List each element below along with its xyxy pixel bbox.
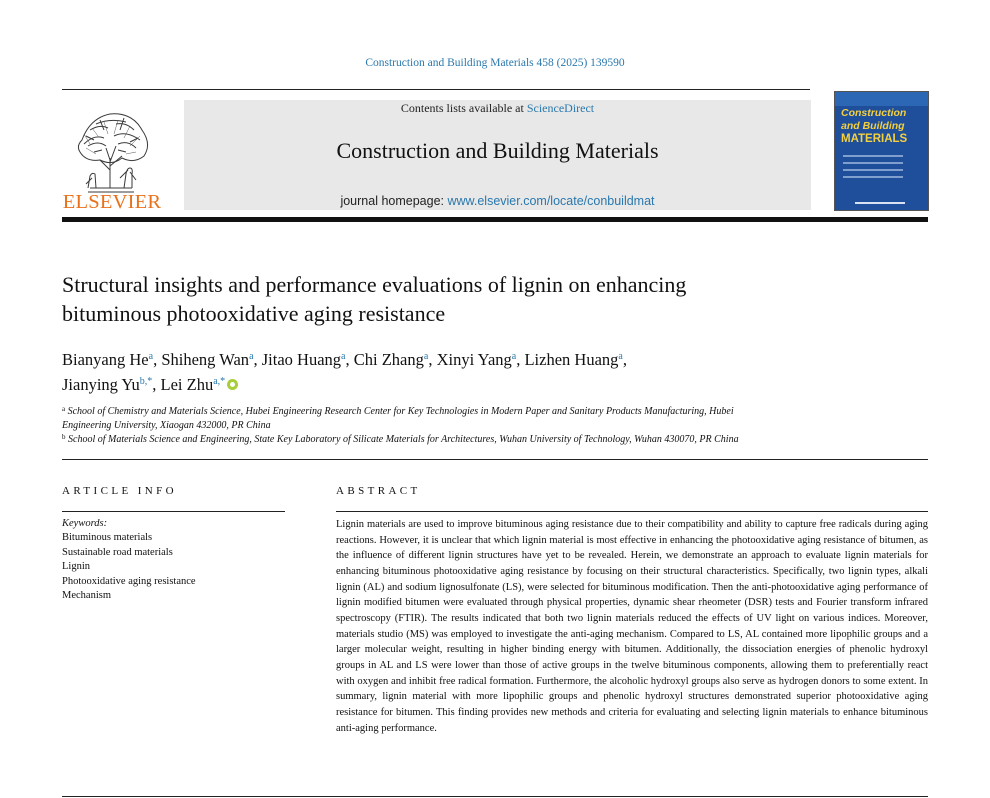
- homepage-prefix: journal homepage:: [340, 194, 448, 208]
- keyword-item[interactable]: Sustainable road materials: [62, 546, 173, 558]
- author-separator: ,: [153, 350, 162, 369]
- author-affil-mark[interactable]: a,*: [213, 376, 226, 387]
- header-divider: [62, 89, 810, 90]
- author-line-2: [62, 371, 882, 396]
- author-name[interactable]: Lei Zhu: [160, 375, 214, 394]
- author-name[interactable]: Chi Zhang: [353, 350, 424, 369]
- author-affil-mark[interactable]: a: [423, 351, 429, 362]
- contents-prefix: Contents lists available at: [400, 101, 527, 115]
- article-title-line2: bituminous photooxidative aging resistance: [62, 301, 446, 326]
- author-name[interactable]: Jianying Yu: [62, 375, 140, 394]
- journal-title: Construction and Building Materials: [336, 138, 659, 163]
- journal-citation[interactable]: Construction and Building Materials 458 (2025) 139590: [365, 57, 625, 69]
- journal-homepage-link[interactable]: www.elsevier.com/locate/conbuildmat: [447, 194, 655, 208]
- author-name[interactable]: Lizhen Huang: [524, 350, 619, 369]
- affiliation-b: [62, 430, 822, 447]
- author-separator: ,: [428, 350, 437, 369]
- article-info-heading: ARTICLE INFO: [62, 485, 177, 497]
- author-separator: ,: [622, 350, 627, 369]
- cover-footer-line: [855, 202, 905, 204]
- author-name[interactable]: Xinyi Yang: [436, 350, 512, 369]
- keyword-item[interactable]: Lignin: [62, 561, 90, 573]
- abstract-rule: [336, 511, 928, 512]
- author-affil-mark[interactable]: a: [148, 351, 154, 362]
- keywords-block: [62, 517, 285, 603]
- cover-title: [841, 107, 927, 146]
- cover-title-line1: Construction: [841, 107, 907, 119]
- elsevier-wordmark[interactable]: ELSEVIER: [62, 191, 162, 213]
- affiliation-a: [62, 402, 822, 433]
- affiliation-b-text: School of Materials Science and Engineering, State Key Laboratory of Silicate Materials for Architectures, Wuhan University of Technology, Wuhan 430070, PR China: [68, 434, 739, 445]
- contents-line: [184, 101, 811, 116]
- sciencedirect-link[interactable]: ScienceDirect: [526, 101, 595, 115]
- homepage-line: [184, 194, 811, 208]
- author-separator: ,: [516, 350, 525, 369]
- affiliation-b-mark: b: [62, 433, 66, 441]
- author-separator: ,: [253, 350, 262, 369]
- cover-title-line3: MATERIALS: [841, 133, 908, 145]
- abstract-bottom-rule: [62, 796, 928, 797]
- journal-cover-thumbnail[interactable]: [834, 91, 929, 211]
- author-affil-mark[interactable]: b,*: [139, 376, 153, 387]
- article-info-rule: [62, 511, 285, 512]
- keyword-item[interactable]: Mechanism: [62, 590, 111, 602]
- author-line-1: [62, 346, 882, 371]
- keyword-item[interactable]: Photooxidative aging resistance: [62, 575, 196, 587]
- article-title: [62, 270, 882, 328]
- author-separator: ,: [345, 350, 354, 369]
- keyword-item[interactable]: Bituminous materials: [62, 532, 153, 544]
- author-affil-mark[interactable]: a: [341, 351, 346, 362]
- author-name[interactable]: Jitao Huang: [261, 350, 342, 369]
- abstract-heading: ABSTRACT: [336, 485, 421, 497]
- affiliation-a-text: School of Chemistry and Materials Science, Hubei Engineering Research Center for Key Technologies in Modern Paper and Sanitary Products Manufacturing, Hubei: [67, 406, 734, 417]
- cover-top-strip: [835, 92, 928, 106]
- abstract-text: Lignin materials are used to improve bituminous aging resistance due to their compatibility and ability to capture free radicals during aging reactions. However, it is unclear that which lignin material is most effective in enhancing the photooxidative aging resistance of bitumen, as the influence of different lignin structures have yet to be revealed. Herein, we demonstrate an approach to evaluate lignin materials for enhancing bituminous photooxidative aging resistance by focusing on their structural characteristics. Specifically, two lignin types, alkali lignin (AL) and sodium lignosulfonate (LS), were selected for bituminous modification. Then the anti-photooxidative aging performance of lignin modified bitumen were evaluated through physical properties, dynamic shear rheometer (DSR) tests and Fourier transform infrared spectroscopy (FTIR). The results indicated that both two lignin materials reduced the effects of UV light on various indices. Moreover, materials studio (MS) was employed to investigate the anti-aging mechanism. Compared to LS, AL contained more lipophilic groups and a larger molecular weight, resulting in higher binding energy with bitumen. Additionally, the dissociation energies of phenolic hydroxyl groups in AL and LS were lower than those of active groups in the twelve bituminous components, allowing them to preferentially react with oxygen and inhibit free radical formation. Furthermore, the alcoholic hydroxyl groups also serve as hydrogen donors to some extent. In summary, lignin material with more lipophilic groups and phenolic hydroxyl structures demonstrated superior photooxidative aging resistance for bitumen. This finding provides new methods and criteria for evaluating and selecting lignin materials to enhance bituminous anti-aging performance.: [336, 519, 928, 734]
- affiliation-b-line1: [62, 430, 822, 447]
- article-title-line1: Structural insights and performance evaluations of lignin on enhancing: [62, 272, 687, 297]
- affiliation-a-line1: [62, 402, 822, 419]
- author-affil-mark[interactable]: a: [511, 351, 517, 362]
- cover-title-line2: and Building: [841, 120, 905, 132]
- author-list: [62, 346, 882, 396]
- orcid-icon[interactable]: [227, 379, 238, 390]
- author-separator: ,: [152, 375, 161, 394]
- author-name[interactable]: Bianyang He: [62, 350, 149, 369]
- author-affil-mark[interactable]: a: [618, 351, 623, 362]
- header-thick-rule: [62, 217, 928, 222]
- author-name[interactable]: Shiheng Wan: [161, 350, 250, 369]
- author-affil-mark[interactable]: a: [249, 351, 254, 362]
- keywords-label: Keywords:: [62, 518, 108, 529]
- section-divider: [62, 459, 928, 460]
- journal-header-box: [184, 100, 811, 210]
- cover-decoration-lines: [843, 155, 903, 183]
- affiliation-a-mark: a: [62, 405, 66, 413]
- affiliation-a-line2: Engineering University, Xiaogan 432000, PR China: [62, 420, 271, 431]
